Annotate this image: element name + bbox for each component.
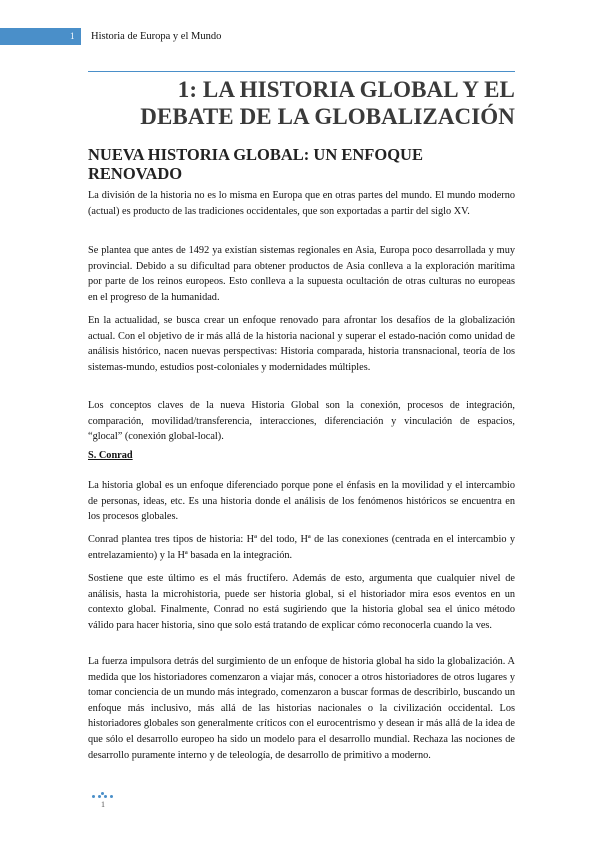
paragraph-conrad-types: Conrad plantea tres tipos de historia: Hª del todo, Hª de las conexiones (centrada en el intercambio y entrelazamiento) y la Hª basada en la integración. (88, 534, 515, 561)
paragraph-conrad-fruitful: Sostiene que este último es el más fructífero. Además de esto, argumenta que cualquier nivel de análisis, hasta la microhistoria, puede ser historia global, si el historiador mira esos eventos en un contexto global. Finalmente, Conrad no está sugiriendo que la historia global sea el único método válido para hacer historia, sino que solo está tratando de explicar cómo reconocerla cuando la ves. (88, 573, 515, 631)
chapter-title-line-1: 1: LA HISTORIA GLOBAL Y EL (177, 77, 515, 102)
paragraph-key-concepts: Los conceptos claves de la nueva Historia Global son la conexión, procesos de integración, comparación, movilidad/transferencia, interacciones, diferenciación y vinculación de espacios, “glocal” (conexión global-local). (88, 400, 515, 443)
chapter-title-rule (88, 71, 515, 72)
section-title (88, 145, 488, 183)
paragraph-conrad-definition: La historia global es un enfoque diferenciado porque pone el énfasis en la movilidad y el intercambio de personas, ideas, etc. Es una historia donde el análisis de los fenómenos históricos se encuentra en los procesos globales. (88, 480, 515, 523)
running-header (0, 28, 599, 45)
subsection-heading-conrad: S. Conrad (88, 450, 133, 461)
footer-page-number: 1 (101, 800, 105, 809)
chapter-title-line-2: DEBATE DE LA GLOBALIZACIÓN (140, 104, 515, 129)
footer-dots-ornament (92, 792, 114, 800)
header-running-title: Historia de Europa y el Mundo (91, 31, 222, 42)
header-page-number: 1 (0, 28, 81, 45)
paragraph-new-perspectives: En la actualidad, se busca crear un enfoque renovado para afrontar los desafíos de la globalización actual. Con el objetivo de ir más allá de la historia nacional y superar el estado-nación como unidad de análisis histórico, nacen nuevas perspectivas: Historia comparada, historia transnacional, teoría de los sistemas-mundo, estudios post-coloniales y modernidades múltiples. (88, 315, 515, 373)
paragraph-before-1492: Se plantea que antes de 1492 ya existían sistemas regionales en Asia, Europa poco desarrollada y muy provincial. Debido a su dificultad para obtener productos de Asia conlleva a la exploración marítima por parte de los reinos europeos. Esto conlleva a la supuesta ocultación de otras culturas no europeas en el progreso de la humanidad. (88, 245, 515, 303)
section-title-line-1: NUEVA HISTORIA GLOBAL: UN ENFOQUE (88, 145, 423, 164)
section-title-line-2: RENOVADO (88, 164, 183, 183)
paragraph-globalization-driver: La fuerza impulsora detrás del surgimiento de un enfoque de historia global ha sido la globalización. A medida que los historiadores comenzaron a viajar más, conocer a otros historiadores de otros lugares y tomar conciencia de un mundo más integrado, comenzaron a buscar formas de describirlo, buscando un enfoque más inclusivo, más allá de las historias nacionales o la civilización occidental. Los historiadores globales son generalmente críticos con el eurocentrismo y desean ir más allá de la idea de que sólo el desarrollo europeo ha sido un modelo para el desarrollo mundial. Rechaza las nociones de desarrollo puramente interno y de teleología, de desarrollo de primitivo a moderno. (88, 656, 515, 761)
chapter-title (88, 76, 515, 130)
paragraph-europe-division: La división de la historia no es lo misma en Europa que en otras partes del mundo. El mundo moderno (actual) es producto de las tradiciones occidentales, que son exportadas a partir del siglo XV. (88, 190, 515, 217)
